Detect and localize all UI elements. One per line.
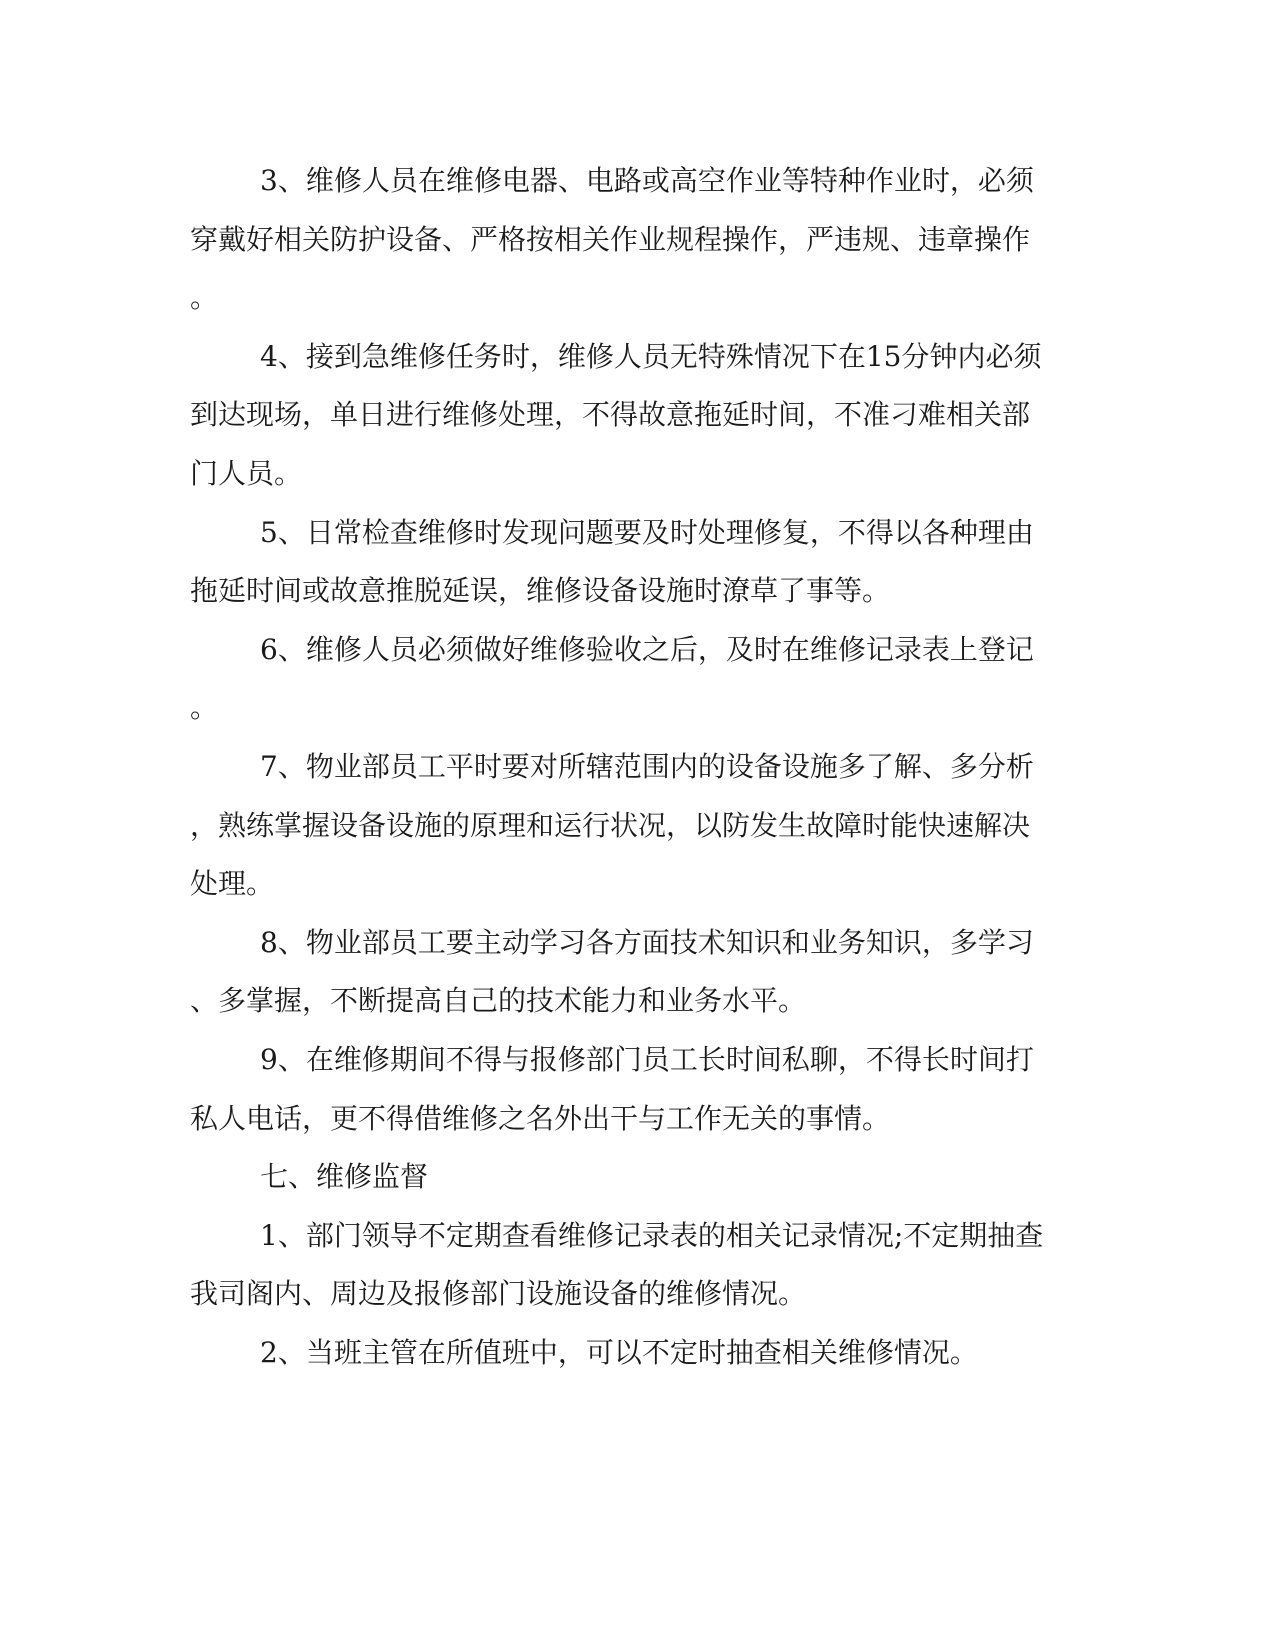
supervision-item-2-line-1: 2、当班主管在所值班中，可以不定时抽查相关维修情况。: [260, 1336, 978, 1369]
paragraph-8-line-2: 、多掌握，不断提高自己的技术能力和业务水平。: [190, 984, 807, 1017]
paragraph-6-line-1: 6、维修人员必须做好维修验收之后，及时在维修记录表上登记: [260, 633, 1034, 666]
paragraph-3-line-3: 。: [190, 281, 219, 314]
paragraph-6-line-2: 。: [190, 691, 219, 724]
paragraph-7-line-3: 处理。: [190, 867, 275, 900]
paragraph-7-line-1: 7、物业部员工平时要对所辖范围内的设备设施多了解、多分析: [260, 750, 1034, 783]
paragraph-9-line-1: 9、在维修期间不得与报修部门员工长时间私聊，不得长时间打: [260, 1043, 1034, 1076]
paragraph-3-line-1: 3、维修人员在维修电器、电路或高空作业等特种作业时，必须: [260, 164, 1034, 197]
section-heading: 七、维修监督: [260, 1160, 429, 1193]
paragraph-4-line-2: 到达现场，单日进行维修处理，不得故意拖延时间，不准刁难相关部: [190, 398, 1031, 431]
supervision-item-1-line-1: 1、部门领导不定期查看维修记录表的相关记录情况;不定期抽查: [260, 1219, 1044, 1252]
paragraph-7-line-2: ，熟练掌握设备设施的原理和运行状况，以防发生故障时能快速解决: [190, 809, 1031, 842]
paragraph-9-line-2: 私人电话，更不得借维修之名外出干与工作无关的事情。: [190, 1102, 891, 1135]
paragraph-8-line-1: 8、物业部员工要主动学习各方面技术知识和业务知识，多学习: [260, 926, 1034, 959]
paragraph-3-line-2: 穿戴好相关防护设备、严格按相关作业规程操作，严违规、违章操作: [190, 223, 1031, 256]
paragraph-4-line-1: 4、接到急维修任务时，维修人员无特殊情况下在15分钟内必须: [260, 340, 1042, 373]
supervision-item-1-line-2: 我司阁内、周边及报修部门设施设备的维修情况。: [190, 1277, 807, 1310]
paragraph-4-line-3: 门人员。: [190, 457, 303, 490]
paragraph-5-line-2: 拖延时间或故意推脱延误，维修设备设施时潦草了事等。: [190, 574, 891, 607]
paragraph-5-line-1: 5、日常检查维修时发现问题要及时处理修复，不得以各种理由: [260, 516, 1034, 549]
